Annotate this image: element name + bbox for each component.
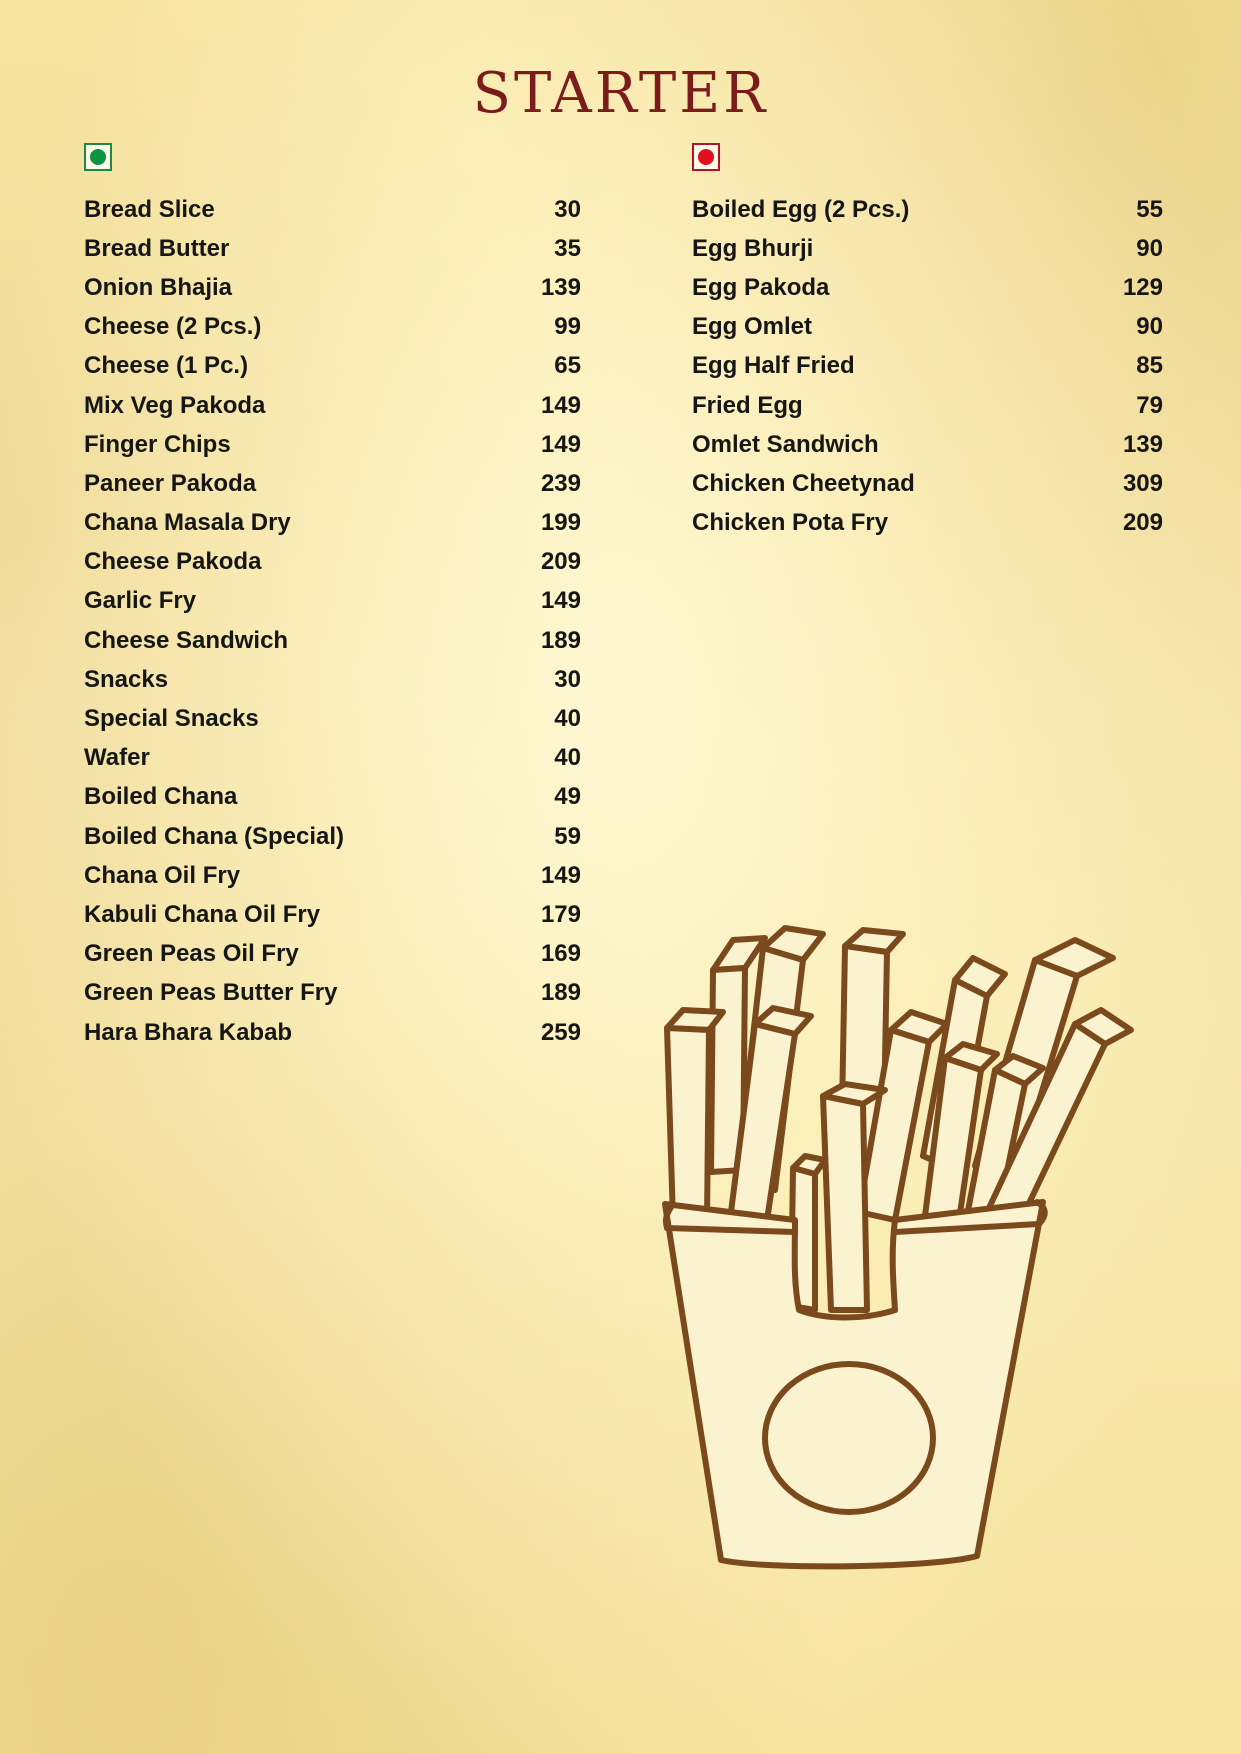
menu-item-name: Bread Butter	[84, 234, 230, 262]
menu-item-name: Chicken Pota Fry	[692, 509, 889, 537]
menu-item-name: Cheese Pakoda	[84, 548, 262, 576]
menu-item-name: Egg Bhurji	[692, 234, 814, 262]
menu-item-price: 189	[540, 626, 581, 654]
menu-item	[84, 425, 581, 464]
menu-item-name: Green Peas Butter Fry	[84, 979, 338, 1007]
menu-item	[84, 935, 581, 974]
menu-item-price: 169	[540, 940, 581, 968]
menu-item-name: Kabuli Chana Oil Fry	[84, 900, 321, 928]
menu-item-price: 59	[554, 822, 581, 850]
menu-item	[84, 386, 581, 425]
menu-item	[84, 621, 581, 660]
menu-item-name: Chana Oil Fry	[84, 861, 241, 889]
menu-item-price: 199	[540, 509, 581, 537]
menu-item-name: Boiled Chana	[84, 783, 238, 811]
menu-item-price: 179	[540, 900, 581, 928]
menu-item-price: 79	[1136, 391, 1163, 419]
menu-item	[84, 190, 581, 229]
non-veg-dot	[698, 149, 714, 165]
menu-item	[692, 464, 1163, 503]
non-veg-item-list	[692, 190, 1163, 543]
menu-item	[84, 1013, 581, 1052]
menu-item-price: 30	[554, 195, 581, 223]
menu-item-price: 149	[540, 391, 581, 419]
menu-item-name: Egg Omlet	[692, 313, 813, 341]
menu-item	[84, 856, 581, 895]
menu-item-name: Egg Half Fried	[692, 352, 855, 380]
menu-item	[84, 778, 581, 817]
menu-item-price: 49	[554, 783, 581, 811]
menu-item	[84, 739, 581, 778]
menu-item-price: 90	[1136, 313, 1163, 341]
menu-item-price: 209	[1122, 509, 1163, 537]
menu-item	[84, 543, 581, 582]
menu-item	[692, 386, 1163, 425]
menu-item-name: Special Snacks	[84, 705, 259, 733]
menu-item-price: 149	[540, 587, 581, 615]
menu-item-name: Cheese (2 Pcs.)	[84, 313, 262, 341]
page-title: STARTER	[472, 61, 769, 126]
menu-item-name: Omlet Sandwich	[692, 430, 879, 458]
menu-item-price: 309	[1122, 469, 1163, 497]
menu-item-name: Cheese Sandwich	[84, 626, 289, 654]
menu-item-price: 65	[554, 352, 581, 380]
menu-item	[692, 347, 1163, 386]
menu-item-price: 90	[1136, 234, 1163, 262]
menu-item-price: 85	[1136, 352, 1163, 380]
menu-item	[692, 268, 1163, 307]
menu-item-price: 209	[540, 548, 581, 576]
menu-item	[84, 660, 581, 699]
menu-item	[692, 190, 1163, 229]
menu-item	[84, 582, 581, 621]
french-fries-icon	[655, 920, 1175, 1580]
menu-item-name: Chana Masala Dry	[84, 509, 291, 537]
menu-item-name: Egg Pakoda	[692, 273, 830, 301]
menu-item	[692, 425, 1163, 464]
menu-item-price: 149	[540, 861, 581, 889]
menu-item	[84, 699, 581, 738]
veg-item-list	[84, 190, 581, 1052]
menu-item-name: Green Peas Oil Fry	[84, 940, 299, 968]
menu-item	[84, 268, 581, 307]
menu-item-name: Onion Bhajia	[84, 273, 233, 301]
menu-item	[692, 308, 1163, 347]
menu-item	[84, 504, 581, 543]
menu-item-name: Paneer Pakoda	[84, 469, 257, 497]
menu-item	[692, 229, 1163, 268]
menu-item	[84, 308, 581, 347]
menu-item	[84, 817, 581, 856]
menu-item	[84, 347, 581, 386]
menu-item	[84, 974, 581, 1013]
menu-item-price: 189	[540, 979, 581, 1007]
menu-item	[84, 229, 581, 268]
menu-item-name: Fried Egg	[692, 391, 803, 419]
non-veg-symbol-icon	[692, 143, 720, 171]
menu-item-price: 99	[554, 313, 581, 341]
menu-item-name: Finger Chips	[84, 430, 231, 458]
menu-item	[692, 504, 1163, 543]
menu-item-price: 139	[1122, 430, 1163, 458]
veg-dot	[90, 149, 106, 165]
menu-item	[84, 464, 581, 503]
menu-item-price: 30	[554, 665, 581, 693]
menu-item-price: 129	[1122, 273, 1163, 301]
menu-item-price: 259	[540, 1018, 581, 1046]
menu-item-price: 40	[554, 744, 581, 772]
menu-item-price: 149	[540, 430, 581, 458]
menu-item-name: Bread Slice	[84, 195, 215, 223]
menu-item	[84, 895, 581, 934]
menu-item-name: Garlic Fry	[84, 587, 197, 615]
menu-item-price: 239	[540, 469, 581, 497]
menu-item-name: Boiled Chana (Special)	[84, 822, 345, 850]
menu-item-price: 139	[540, 273, 581, 301]
menu-item-name: Chicken Cheetynad	[692, 469, 915, 497]
menu-item-price: 35	[554, 234, 581, 262]
menu-item-price: 40	[554, 705, 581, 733]
veg-symbol-icon	[84, 143, 112, 171]
menu-item-name: Hara Bhara Kabab	[84, 1018, 293, 1046]
menu-item-name: Snacks	[84, 665, 169, 693]
menu-item-price: 55	[1136, 195, 1163, 223]
menu-item-name: Cheese (1 Pc.)	[84, 352, 249, 380]
menu-item-name: Mix Veg Pakoda	[84, 391, 266, 419]
menu-item-name: Boiled Egg (2 Pcs.)	[692, 195, 910, 223]
menu-item-name: Wafer	[84, 744, 150, 772]
